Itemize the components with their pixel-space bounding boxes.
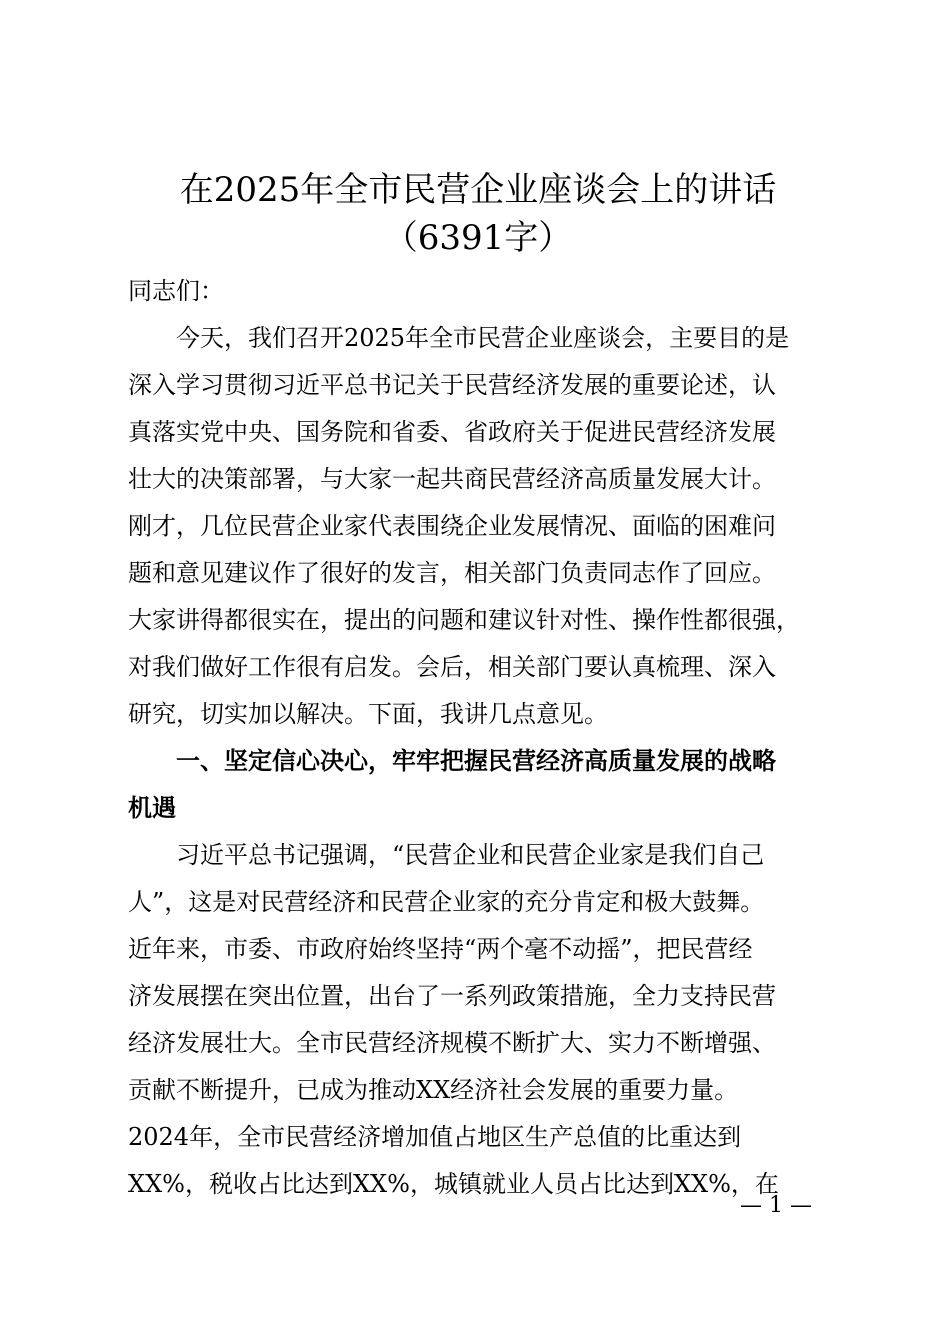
paragraph-line: 研究，切实加以解决。下面，我讲几点意见。	[128, 700, 608, 728]
paragraph-line: 刚才，几位民营企业家代表围绕企业发展情况、面临的困难问	[128, 512, 776, 540]
paragraph-line: 题和意见建议作了很好的发言，相关部门负责同志作了回应。	[128, 559, 776, 587]
paragraph-line: 贡献不断提升，已成为推动XX经济社会发展的重要力量。	[128, 1076, 739, 1104]
paragraph-line: 壮大的决策部署，与大家一起共商民营经济高质量发展大计。	[128, 465, 776, 493]
paragraph-line: 2024年，全市民营经济增加值占地区生产总值的比重达到	[128, 1123, 742, 1151]
paragraph-line: 今天，我们召开2025年全市民营企业座谈会，主要目的是	[176, 324, 790, 352]
paragraph-line: 经济发展壮大。全市民营经济规模不断扩大、实力不断增强、	[128, 1029, 776, 1057]
paragraph-line: 人”，这是对民营经济和民营企业家的充分肯定和极大鼓舞。	[128, 888, 765, 916]
heading-line: 一、坚定信心决心，牢牢把握民营经济高质量发展的战略	[176, 747, 776, 775]
heading-line: 机遇	[128, 794, 176, 822]
word-count: （6391字）	[383, 218, 573, 258]
paragraph-line: XX%，税收占比达到XX%，城镇就业人员占比达到XX%，在	[128, 1170, 779, 1198]
paragraph-line: 深入学习贯彻习近平总书记关于民营经济发展的重要论述，认	[128, 371, 776, 399]
paragraph-line: 习近平总书记强调，“民营企业和民营企业家是我们自己	[176, 841, 765, 869]
paragraph-line: 真落实党中央、国务院和省委、省政府关于促进民营经济发展	[128, 418, 776, 446]
page-number: — 1 —	[740, 1193, 812, 1218]
paragraph-line: 对我们做好工作很有启发。会后，相关部门要认真梳理、深入	[128, 653, 776, 681]
paragraph-line: 近年来，市委、市政府始终坚持“两个毫不动摇”，把民营经	[128, 935, 753, 963]
salutation: 同志们：	[128, 277, 224, 305]
paragraph-line: 大家讲得都很实在，提出的问题和建议针对性、操作性都很强，	[128, 606, 800, 634]
document-title: 在2025年全市民营企业座谈会上的讲话	[179, 170, 777, 210]
paragraph-line: 济发展摆在突出位置，出台了一系列政策措施，全力支持民营	[128, 982, 776, 1010]
